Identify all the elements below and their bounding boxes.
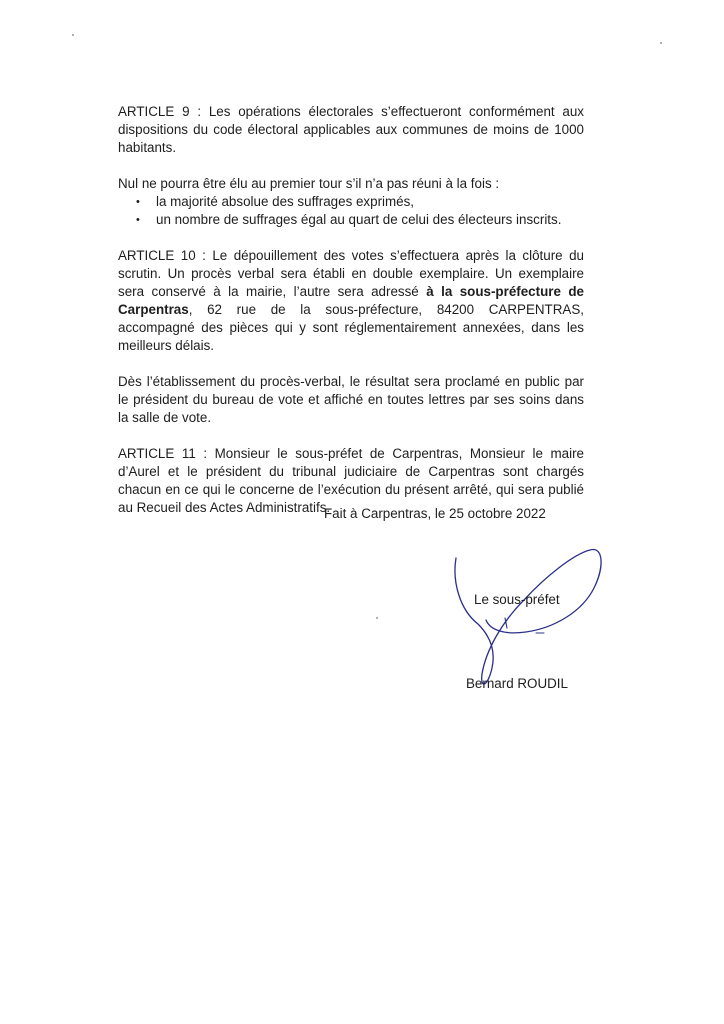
- article-10-text-start: ARTICLE 10 : Le dépouillement des votes s’effectuera après la clôture du scrutin. Un procès verbal sera établi en double exemplaire. Un exemplaire sera conservé à la mairie, l’autre sera adressé: [118, 248, 584, 299]
- article-10-text-end: , 62 rue de la sous-préfecture, 84200 CARPENTRAS, accompagné des pièces qui y sont réglementairement annexées, dans les meilleurs délais.: [118, 302, 584, 353]
- signatory-role: Le sous-préfet: [474, 592, 560, 607]
- list-item: • un nombre de suffrages égal au quart de celui des électeurs inscrits.: [118, 211, 584, 229]
- article-11: ARTICLE 11 : Monsieur le sous-préfet de Carpentras, Monsieur le maire d’Aurel et le président du tribunal judiciaire de Carpentras sont chargés chacun en ce qui le concerne de l’exécution du présent arrêté, qui sera publié au Recueil des Actes Administratifs.: [118, 446, 584, 515]
- article-10-bold-address: à la sous-préfecture de Carpentras: [118, 284, 584, 317]
- signature-block: [450, 540, 620, 700]
- scan-speck: [660, 42, 662, 44]
- list-item: • la majorité absolue des suffrages exprimés,: [118, 193, 584, 211]
- document-body: [118, 103, 584, 535]
- date-line: Fait à Carpentras, le 25 octobre 2022: [324, 506, 546, 521]
- article-10: [118, 247, 584, 355]
- scan-speck: [72, 34, 74, 36]
- signatory-name: Bernard ROUDIL: [466, 676, 568, 691]
- scan-speck: [376, 617, 378, 619]
- article-9: ARTICLE 9 : Les opérations électorales s’effectueront conformément aux dispositions du code électoral applicables aux communes de moins de 1000 habitants.: [118, 104, 584, 155]
- result-paragraph: Dès l’établissement du procès-verbal, le résultat sera proclamé en public par le président du bureau de vote et affiché en toutes lettres par ses soins dans la salle de vote.: [118, 374, 584, 425]
- election-conditions-list: [118, 193, 584, 229]
- election-conditions-intro: Nul ne pourra être élu au premier tour s’il n’a pas réuni à la fois :: [118, 176, 500, 191]
